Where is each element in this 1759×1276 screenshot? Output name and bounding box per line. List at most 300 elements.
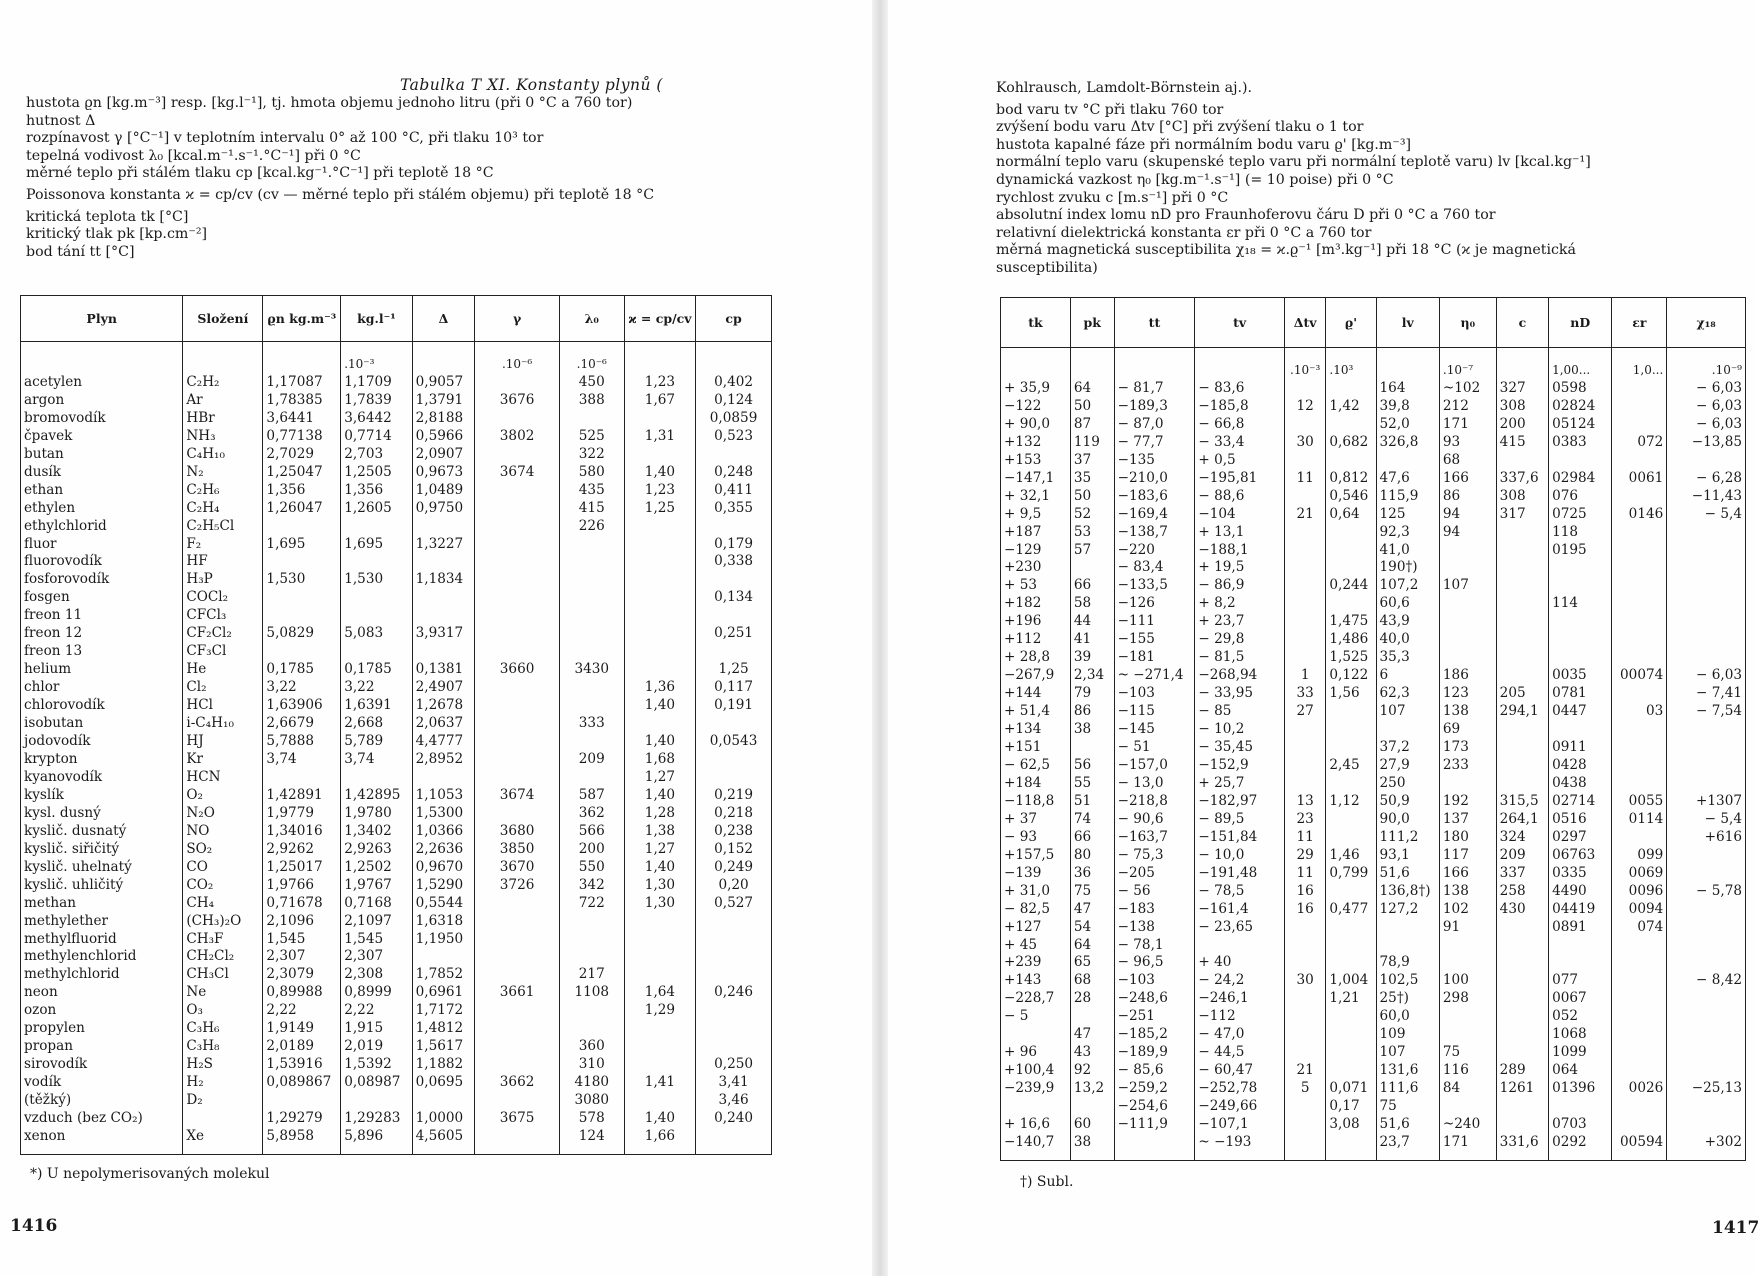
- table-cell: 47: [1070, 901, 1114, 919]
- table-cell: xenon: [21, 1128, 183, 1154]
- legend-line: tepelná vodivost λ₀ [kcal.m⁻¹.s⁻¹.°C⁻¹] při 0 °C: [26, 147, 361, 164]
- table-cell: 21: [1284, 1062, 1325, 1080]
- table-cell: 2,0637: [412, 715, 475, 733]
- table-cell: [1496, 1026, 1548, 1044]
- table-cell: H₃P: [183, 571, 263, 589]
- table-cell: 3850: [475, 841, 559, 859]
- table-cell: [1284, 1026, 1325, 1044]
- table-cell: −103: [1114, 972, 1195, 990]
- table-cell: 50: [1070, 398, 1114, 416]
- table-cell: HCN: [183, 769, 263, 787]
- table-cell: 1,2605: [341, 500, 412, 518]
- table-cell: 51,6: [1376, 865, 1439, 883]
- table-cell: [559, 1002, 624, 1020]
- table-cell: 289: [1496, 1062, 1548, 1080]
- table-cell: [1612, 649, 1667, 667]
- table-cell: vzduch (bez CO₂): [21, 1110, 183, 1128]
- left-page-number: 1416: [10, 1216, 58, 1236]
- table-cell: [1612, 1116, 1667, 1134]
- table-cell: 1,9767: [341, 877, 412, 895]
- table-cell: [1439, 595, 1496, 613]
- table-cell: −210,0: [1114, 470, 1195, 488]
- table-cell: 217: [559, 966, 624, 984]
- table-cell: [1439, 1008, 1496, 1026]
- table-cell: [696, 518, 772, 536]
- table-cell: 1,27: [624, 769, 695, 787]
- table-cell: +196: [1001, 613, 1071, 631]
- table-cell: 360: [559, 1038, 624, 1056]
- table-cell: −191,48: [1195, 865, 1285, 883]
- unit-cell: [1376, 348, 1439, 380]
- table-cell: [475, 1092, 559, 1110]
- table-cell: [559, 1020, 624, 1038]
- table-cell: +157,5: [1001, 847, 1071, 865]
- table-cell: [1612, 990, 1667, 1008]
- table-cell: 064: [1549, 1062, 1612, 1080]
- table-cell: [1376, 452, 1439, 470]
- table-row: [21, 571, 772, 589]
- table-cell: 0,071: [1326, 1080, 1376, 1098]
- table-cell: [341, 607, 412, 625]
- table-cell: 1,67: [624, 392, 695, 410]
- table-cell: −188,1: [1195, 542, 1285, 560]
- table-cell: methylchlorid: [21, 966, 183, 984]
- table-cell: [1284, 631, 1325, 649]
- table-cell: [1667, 990, 1746, 1008]
- table-cell: (CH₃)₂O: [183, 913, 263, 931]
- table-cell: + 35,9: [1001, 380, 1071, 398]
- table-cell: 1,12: [1326, 793, 1376, 811]
- table-cell: 109: [1376, 1026, 1439, 1044]
- table-cell: [1667, 613, 1746, 631]
- table-cell: − 5,78: [1667, 883, 1746, 901]
- table-cell: 2,019: [341, 1038, 412, 1056]
- table-cell: [1612, 559, 1667, 577]
- table-cell: [1439, 954, 1496, 972]
- table-cell: [624, 966, 695, 984]
- table-cell: −152,9: [1195, 757, 1285, 775]
- table-cell: 33: [1284, 685, 1325, 703]
- table-cell: [1496, 524, 1548, 542]
- table-cell: 75: [1070, 883, 1114, 901]
- table-cell: + 90,0: [1001, 416, 1071, 434]
- table-cell: +184: [1001, 775, 1071, 793]
- table-row: [1001, 793, 1746, 811]
- table-cell: 0703: [1549, 1116, 1612, 1134]
- column-header: ϱ': [1326, 298, 1376, 348]
- units-row: [21, 342, 772, 374]
- table-cell: 25†): [1376, 990, 1439, 1008]
- table-cell: [624, 536, 695, 554]
- table-cell: − 23,65: [1195, 919, 1285, 937]
- table-cell: 1,30: [624, 877, 695, 895]
- table-cell: −115: [1114, 703, 1195, 721]
- table-cell: 4,5605: [412, 1128, 475, 1154]
- table-cell: 310: [559, 1056, 624, 1074]
- table-cell: fluorovodík: [21, 553, 183, 571]
- table-row: [1001, 649, 1746, 667]
- table-cell: [1439, 775, 1496, 793]
- table-cell: [624, 715, 695, 733]
- table-cell: 39,8: [1376, 398, 1439, 416]
- column-header: χ₁₈: [1667, 298, 1746, 348]
- table-row: [21, 948, 772, 966]
- table-cell: [341, 518, 412, 536]
- table-cell: − 85,6: [1114, 1062, 1195, 1080]
- table-row: [21, 589, 772, 607]
- table-cell: 90,0: [1376, 811, 1439, 829]
- table-cell: 1,23: [624, 374, 695, 392]
- table-cell: [1326, 703, 1376, 721]
- table-cell: [1612, 954, 1667, 972]
- table-cell: −251: [1114, 1008, 1195, 1026]
- table-cell: −185,2: [1114, 1026, 1195, 1044]
- table-cell: [341, 1092, 412, 1110]
- table-cell: [1496, 1044, 1548, 1062]
- table-cell: [1667, 1116, 1746, 1134]
- table-cell: H₂: [183, 1074, 263, 1092]
- table-cell: 13,2: [1070, 1080, 1114, 1098]
- table-cell: 2,703: [341, 446, 412, 464]
- table-row: [21, 464, 772, 482]
- table-cell: −252,78: [1195, 1080, 1285, 1098]
- table-cell: 1,545: [263, 931, 341, 949]
- unit-cell: 1,00...: [1549, 348, 1612, 380]
- table-cell: 164: [1376, 380, 1439, 398]
- table-cell: 1,4812: [412, 1020, 475, 1038]
- table-cell: [1326, 775, 1376, 793]
- table-cell: 308: [1496, 398, 1548, 416]
- table-cell: 0,411: [696, 482, 772, 500]
- table-cell: 102,5: [1376, 972, 1439, 990]
- table-cell: 1,25: [696, 661, 772, 679]
- table-cell: 1,6391: [341, 697, 412, 715]
- table-cell: 0,250: [696, 1056, 772, 1074]
- table-cell: 78,9: [1376, 954, 1439, 972]
- table-cell: −104: [1195, 506, 1285, 524]
- table-cell: −268,94: [1195, 667, 1285, 685]
- table-cell: 12: [1284, 398, 1325, 416]
- table-cell: 186: [1439, 667, 1496, 685]
- table-cell: 0,338: [696, 553, 772, 571]
- table-cell: [1612, 488, 1667, 506]
- table-cell: 2,1096: [263, 913, 341, 931]
- table-cell: Xe: [183, 1128, 263, 1154]
- table-row: [1001, 883, 1746, 901]
- table-cell: 1,356: [263, 482, 341, 500]
- table-cell: 258: [1496, 883, 1548, 901]
- legend-line: měrná magnetická susceptibilita χ₁₈ = ϰ.ϱ⁻¹ [m³.kg⁻¹] při 18 °C (ϰ je magnetická: [996, 242, 1576, 259]
- table-row: [21, 500, 772, 518]
- table-cell: 0,8999: [341, 984, 412, 1002]
- table-cell: − 5: [1001, 1008, 1071, 1026]
- table-cell: [624, 661, 695, 679]
- table-cell: 125: [1376, 506, 1439, 524]
- table-cell: 0,7168: [341, 895, 412, 913]
- table-cell: 2,0907: [412, 446, 475, 464]
- table-cell: 47,6: [1376, 470, 1439, 488]
- table-cell: 1,475: [1326, 613, 1376, 631]
- table-cell: [1195, 937, 1285, 955]
- table-cell: 1108: [559, 984, 624, 1002]
- table-cell: ~ −271,4: [1114, 667, 1195, 685]
- table-cell: − 33,95: [1195, 685, 1285, 703]
- table-row: [21, 841, 772, 859]
- table-cell: 0383: [1549, 434, 1612, 452]
- table-cell: propan: [21, 1038, 183, 1056]
- table-cell: 1,28: [624, 805, 695, 823]
- table-cell: [1667, 775, 1746, 793]
- table-row: [1001, 524, 1746, 542]
- unit-cell: [412, 342, 475, 374]
- table-cell: 226: [559, 518, 624, 536]
- table-cell: 50,9: [1376, 793, 1439, 811]
- table-cell: 60: [1070, 1116, 1114, 1134]
- table-row: [1001, 847, 1746, 865]
- table-cell: 1,40: [624, 733, 695, 751]
- table-cell: [1612, 380, 1667, 398]
- table-cell: 0,191: [696, 697, 772, 715]
- table-cell: 138: [1439, 703, 1496, 721]
- table-cell: 430: [1496, 901, 1548, 919]
- table-cell: 317: [1496, 506, 1548, 524]
- table-cell: [1439, 631, 1496, 649]
- table-cell: + 16,6: [1001, 1116, 1071, 1134]
- table-cell: 1,36: [624, 679, 695, 697]
- table-cell: [1439, 649, 1496, 667]
- table-cell: SO₂: [183, 841, 263, 859]
- table-cell: 13: [1284, 793, 1325, 811]
- table-cell: [475, 679, 559, 697]
- table-cell: +182: [1001, 595, 1071, 613]
- table-cell: 41: [1070, 631, 1114, 649]
- table-row: [21, 1038, 772, 1056]
- table-cell: + 51,4: [1001, 703, 1071, 721]
- table-row: [1001, 703, 1746, 721]
- column-header: Δtv: [1284, 298, 1325, 348]
- table-cell: [1284, 990, 1325, 1008]
- table-cell: 3,6442: [341, 410, 412, 428]
- table-cell: [1326, 595, 1376, 613]
- legend-line: rychlost zvuku c [m.s⁻¹] při 0 °C: [996, 189, 1229, 206]
- table-row: [1001, 1098, 1746, 1116]
- table-cell: 1,40: [624, 697, 695, 715]
- table-cell: [1070, 559, 1114, 577]
- table-cell: − 75,3: [1114, 847, 1195, 865]
- table-cell: − 6,03: [1667, 416, 1746, 434]
- table-cell: 66: [1070, 829, 1114, 847]
- table-cell: + 28,8: [1001, 649, 1071, 667]
- table-cell: [624, 589, 695, 607]
- table-cell: −107,1: [1195, 1116, 1285, 1134]
- table-cell: 107,2: [1376, 577, 1439, 595]
- table-cell: 2,4907: [412, 679, 475, 697]
- table-cell: [1439, 937, 1496, 955]
- table-cell: [1667, 954, 1746, 972]
- table-cell: [263, 607, 341, 625]
- table-cell: 1,30: [624, 895, 695, 913]
- table-row: [21, 1128, 772, 1154]
- table-cell: 415: [559, 500, 624, 518]
- table-row: [1001, 919, 1746, 937]
- unit-cell: [624, 342, 695, 374]
- table-cell: C₂H₂: [183, 374, 263, 392]
- table-cell: [1001, 1026, 1071, 1044]
- table-cell: [475, 607, 559, 625]
- table-row: [21, 966, 772, 984]
- table-row: [21, 482, 772, 500]
- table-cell: − 7,54: [1667, 703, 1746, 721]
- table-cell: sirovodík: [21, 1056, 183, 1074]
- table-cell: [559, 536, 624, 554]
- table-cell: 5,0829: [263, 625, 341, 643]
- table-cell: [1326, 524, 1376, 542]
- table-cell: 68: [1070, 972, 1114, 990]
- table-cell: [1496, 577, 1548, 595]
- table-cell: 136,8†): [1376, 883, 1439, 901]
- table-row: [1001, 1044, 1746, 1062]
- table-cell: 0,0695: [412, 1074, 475, 1092]
- table-cell: freon 12: [21, 625, 183, 643]
- table-cell: 03: [1612, 703, 1667, 721]
- column-header: c: [1496, 298, 1548, 348]
- table-cell: − 6,03: [1667, 667, 1746, 685]
- table-cell: −183: [1114, 901, 1195, 919]
- table-cell: 3674: [475, 464, 559, 482]
- table-cell: CO₂: [183, 877, 263, 895]
- table-cell: 0,244: [1326, 577, 1376, 595]
- table-cell: 80: [1070, 847, 1114, 865]
- table-row: [1001, 470, 1746, 488]
- table-cell: 1: [1284, 667, 1325, 685]
- table-cell: [1549, 649, 1612, 667]
- table-cell: 0,179: [696, 536, 772, 554]
- table-cell: CH₃Cl: [183, 966, 263, 984]
- table-cell: CF₂Cl₂: [183, 625, 263, 643]
- table-cell: − 35,45: [1195, 739, 1285, 757]
- column-header: ϰ = cp/cv: [624, 296, 695, 342]
- table-cell: 5,8958: [263, 1128, 341, 1154]
- table-cell: −111,9: [1114, 1116, 1195, 1134]
- column-header: lv: [1376, 298, 1439, 348]
- table-cell: + 25,7: [1195, 775, 1285, 793]
- table-cell: [475, 769, 559, 787]
- table-cell: [1326, 829, 1376, 847]
- table-cell: N₂O: [183, 805, 263, 823]
- table-cell: −151,84: [1195, 829, 1285, 847]
- table-cell: [1612, 1062, 1667, 1080]
- table-cell: kyslič. dusnatý: [21, 823, 183, 841]
- right-table-header: [1001, 298, 1746, 348]
- table-cell: [696, 948, 772, 966]
- table-cell: [1612, 416, 1667, 434]
- table-cell: [559, 948, 624, 966]
- table-cell: 0,240: [696, 1110, 772, 1128]
- table-cell: dusík: [21, 464, 183, 482]
- table-cell: HF: [183, 553, 263, 571]
- column-header: tt: [1114, 298, 1195, 348]
- table-cell: propylen: [21, 1020, 183, 1038]
- table-cell: 51,6: [1376, 1116, 1439, 1134]
- table-cell: 54: [1070, 919, 1114, 937]
- table-row: [1001, 990, 1746, 1008]
- table-cell: [1549, 631, 1612, 649]
- table-cell: 0335: [1549, 865, 1612, 883]
- table-cell: − 83,4: [1114, 559, 1195, 577]
- table-cell: + 23,7: [1195, 613, 1285, 631]
- unit-cell: .10⁻³: [341, 342, 412, 374]
- table-row: [21, 661, 772, 679]
- table-cell: (těžký): [21, 1092, 183, 1110]
- table-cell: [1496, 1098, 1548, 1116]
- column-header: pk: [1070, 298, 1114, 348]
- table-cell: 331,6: [1496, 1134, 1548, 1160]
- table-row: [1001, 577, 1746, 595]
- table-cell: − 81,7: [1114, 380, 1195, 398]
- unit-cell: .10⁻⁷: [1439, 348, 1496, 380]
- table-row: [21, 625, 772, 643]
- table-cell: 02984: [1549, 470, 1612, 488]
- table-row: [21, 805, 772, 823]
- table-cell: − 87,0: [1114, 416, 1195, 434]
- table-cell: [1284, 488, 1325, 506]
- table-cell: [559, 410, 624, 428]
- table-cell: 5,789: [341, 733, 412, 751]
- table-cell: 0438: [1549, 775, 1612, 793]
- table-row: [21, 553, 772, 571]
- table-cell: −183,6: [1114, 488, 1195, 506]
- table-cell: 3680: [475, 823, 559, 841]
- table-cell: 326,8: [1376, 434, 1439, 452]
- table-cell: −185,8: [1195, 398, 1285, 416]
- table-cell: kysl. dusný: [21, 805, 183, 823]
- table-cell: −189,9: [1114, 1044, 1195, 1062]
- table-cell: C₄H₁₀: [183, 446, 263, 464]
- table-cell: 35: [1070, 470, 1114, 488]
- table-cell: 93,1: [1376, 847, 1439, 865]
- table-cell: 107: [1439, 577, 1496, 595]
- table-cell: −147,1: [1001, 470, 1071, 488]
- table-cell: ethylen: [21, 500, 183, 518]
- table-cell: −126: [1114, 595, 1195, 613]
- table-cell: 0428: [1549, 757, 1612, 775]
- table-cell: − 89,5: [1195, 811, 1285, 829]
- legend-line: normální teplo varu (skupenské teplo varu při normální teplotě varu) lv [kcal.kg⁻¹]: [996, 154, 1591, 171]
- table-cell: − 60,47: [1195, 1062, 1285, 1080]
- table-cell: [1496, 739, 1548, 757]
- unit-cell: [1001, 348, 1071, 380]
- table-cell: + 13,1: [1195, 524, 1285, 542]
- table-cell: 43: [1070, 1044, 1114, 1062]
- table-cell: 37: [1070, 452, 1114, 470]
- table-cell: [1496, 649, 1548, 667]
- table-cell: − 5,4: [1667, 811, 1746, 829]
- table-cell: −25,13: [1667, 1080, 1746, 1098]
- table-cell: 79: [1070, 685, 1114, 703]
- table-cell: 5,083: [341, 625, 412, 643]
- table-cell: 1,0000: [412, 1110, 475, 1128]
- table-cell: 55: [1070, 775, 1114, 793]
- unit-cell: .10⁻⁶: [475, 342, 559, 374]
- legend-line: relativní dielektrická konstanta εr při 0 °C a 760 tor: [996, 224, 1372, 241]
- table-cell: [624, 446, 695, 464]
- table-cell: N₂: [183, 464, 263, 482]
- table-cell: 2,45: [1326, 757, 1376, 775]
- table-cell: isobutan: [21, 715, 183, 733]
- table-cell: [624, 1038, 695, 1056]
- table-cell: [1496, 613, 1548, 631]
- table-cell: 1,53916: [263, 1056, 341, 1074]
